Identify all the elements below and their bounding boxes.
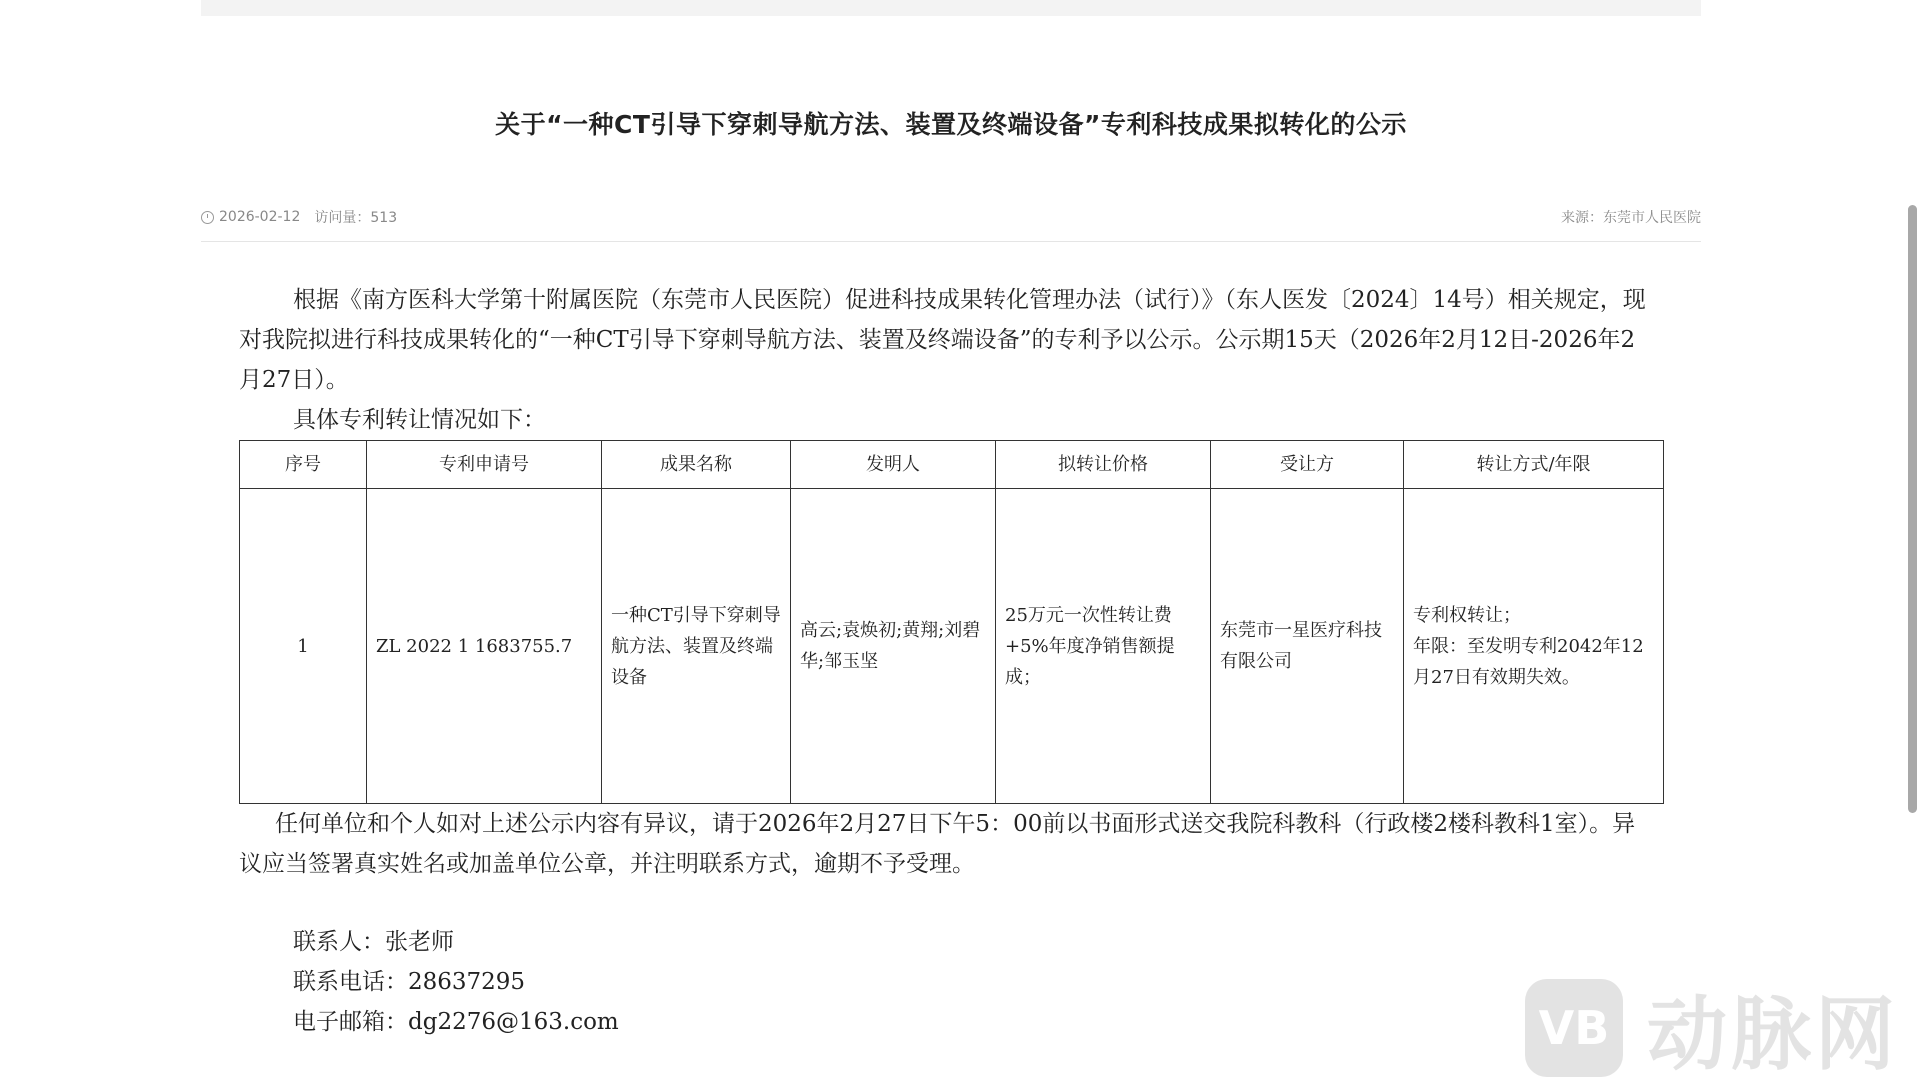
article-body <box>239 280 1654 1042</box>
contact-person: 联系人：张老师 <box>293 929 454 955</box>
cell-price: 25万元一次性转让费+5%年度净销售额提成； <box>996 489 1211 804</box>
cell-name: 一种CT引导下穿刺导航方法、装置及终端设备 <box>602 489 791 804</box>
table-row <box>240 489 1664 804</box>
transfer-term: 年限：至发明专利2042年12月27日有效期失效。 <box>1413 635 1644 688</box>
clock-icon <box>201 211 214 224</box>
header-assignee: 受让方 <box>1211 441 1404 489</box>
page-title: 关于“一种CT引导下穿刺导航方法、装置及终端设备”专利科技成果拟转化的公示 <box>495 109 1407 139</box>
cell-inventors: 高云;袁焕初;黄翔;刘碧华;邹玉坚 <box>791 489 996 804</box>
meta-left <box>201 207 397 227</box>
patent-table <box>239 440 1664 804</box>
vertical-scrollbar[interactable] <box>1905 0 1920 1080</box>
header-price: 拟转让价格 <box>996 441 1211 489</box>
divider <box>201 241 1701 242</box>
transfer-method: 专利权转让； <box>1413 604 1521 626</box>
scrollbar-thumb[interactable] <box>1908 205 1917 813</box>
top-bar <box>201 0 1701 16</box>
view-count: 访问量：513 <box>314 210 398 226</box>
objection-paragraph: 任何单位和个人如对上述公示内容有异议，请于2026年2月27日下午5：00前以书面形式送交我院科教科（行政楼2楼科教科1室）。异议应当签署真实姓名或加盖单位公章，并注明联系方式，逾期不予受理。 <box>239 811 1636 877</box>
contact-phone: 联系电话：28637295 <box>293 969 526 995</box>
watermark-text: 动脉网 <box>1647 988 1899 1081</box>
header-name: 成果名称 <box>602 441 791 489</box>
watermark-logo-icon: VB <box>1525 979 1623 1077</box>
table-header-row <box>240 441 1664 489</box>
cell-no: 1 <box>240 489 367 804</box>
header-inventors: 发明人 <box>791 441 996 489</box>
table-intro: 具体专利转让情况如下： <box>293 407 546 433</box>
article-source: 来源：东莞市人民医院 <box>1561 210 1701 226</box>
header-application-no: 专利申请号 <box>367 441 602 489</box>
cell-transfer <box>1404 489 1664 804</box>
contact-email: 电子邮箱：dg2276@163.com <box>293 1009 619 1035</box>
cell-assignee: 东莞市一星医疗科技有限公司 <box>1211 489 1404 804</box>
cell-application-no: ZL 2022 1 1683755.7 <box>367 489 602 804</box>
watermark <box>1525 975 1920 1080</box>
intro-paragraph: 根据《南方医科大学第十附属医院（东莞市人民医院）促进科技成果转化管理办法（试行）》（东人医发〔2024〕14号）相关规定，现对我院拟进行科技成果转化的“一种CT引导下穿刺导航方法、装置及终端设备”的专利予以公示。公示期15天（2026年2月12日-2026年2月27日）。 <box>239 287 1646 393</box>
publish-date: 2026-02-12 <box>219 209 301 225</box>
header-transfer: 转让方式/年限 <box>1404 441 1664 489</box>
header-no: 序号 <box>240 441 367 489</box>
